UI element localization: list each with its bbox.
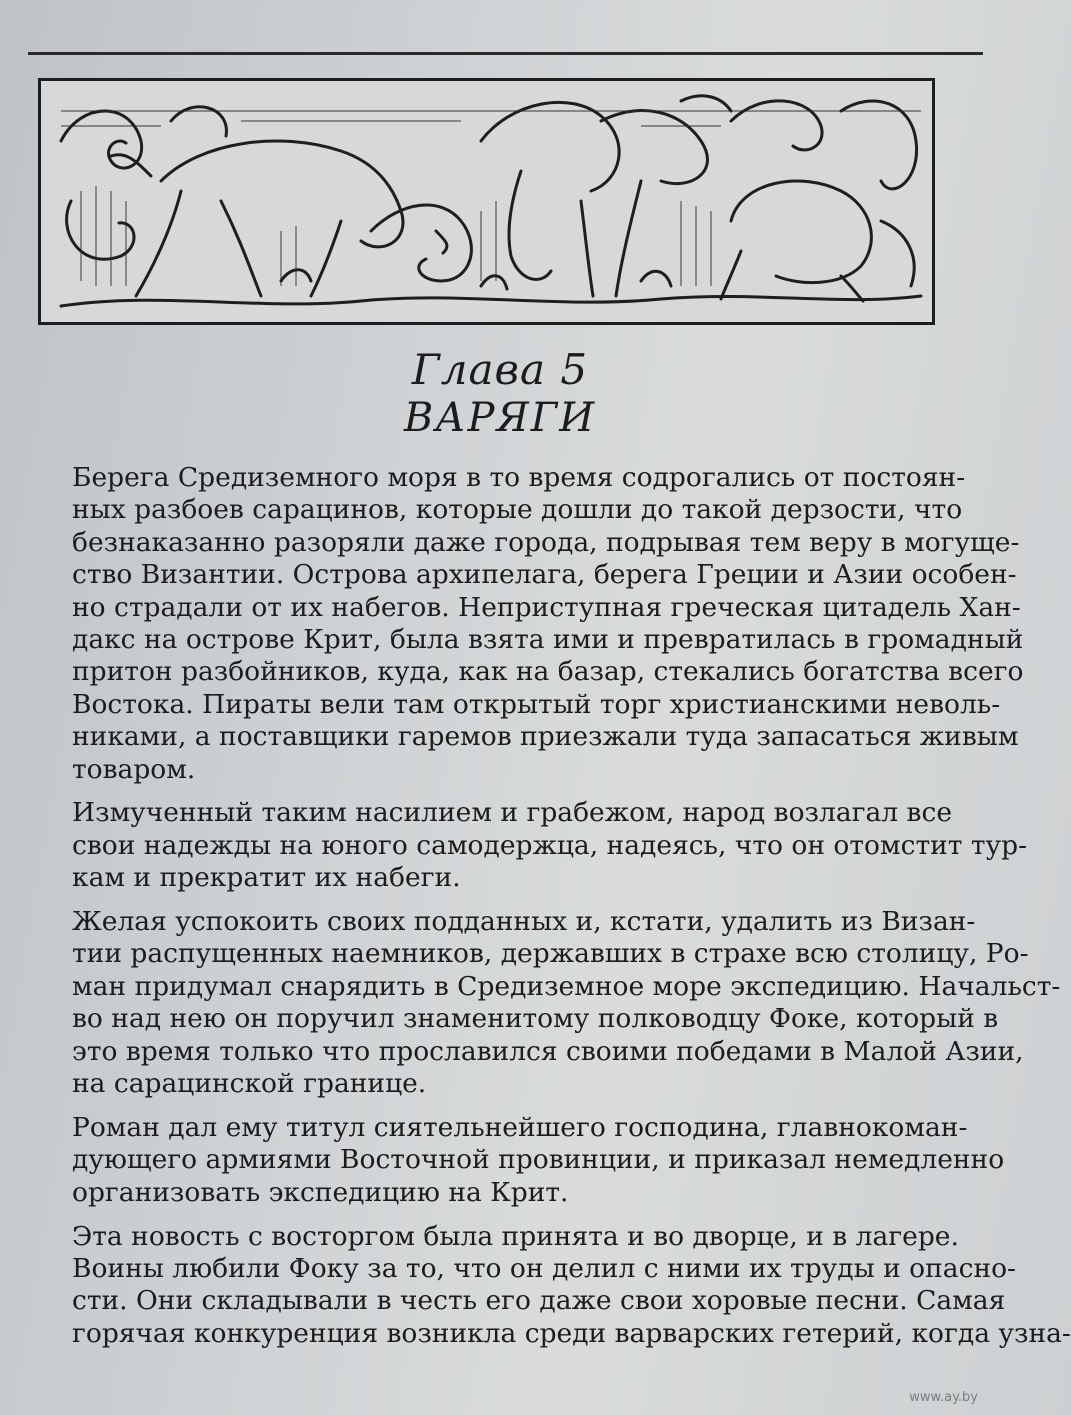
text-line: это время только что прославился своими победами в Малой Азии, [72,1035,1024,1067]
text-line: свои надежды на юного самодержца, надеясь, что он отомстит тур- [72,829,1028,861]
chapter-vignette-illustration [38,78,935,325]
text-line: Измученный таким насилием и грабежом, народ возлагал все [72,797,952,829]
text-line: ман придумал снарядить в Средиземное море экспедицию. Начальст- [72,970,1061,1002]
text-line: дующего армиями Восточной провинции, и приказал немедленно [72,1144,1005,1176]
text-line: Роман дал ему титул сиятельнейшего господина, главнокоман- [72,1111,968,1143]
text-line: Желая успокоить своих подданных и, кстати, удалить из Визан- [72,906,976,938]
text-line: ных разбоев сарацинов, которые дошли до такой дерзости, что [72,494,963,526]
text-line: горячая конкуренция возникла среди варварских гетерий, когда узна- [72,1317,1071,1349]
text-line: безнаказанно разоряли даже города, подрывая тем веру в могуще- [72,526,1020,558]
text-line: дакс на острове Крит, была взята ими и превратилась в громадный [72,623,1024,655]
text-line: никами, а поставщики гаремов приезжали туда запасаться живым [72,721,1019,753]
text-line: притон разбойников, куда, как на базар, стекались богатства всего [72,656,1024,688]
text-line: организовать экспедицию на Крит. [72,1176,569,1208]
chapter-number: Глава 5 [411,345,589,394]
body-text [72,462,1071,1350]
text-line: во над нею он поручил знаменитому полководцу Фоке, который в [72,1003,999,1035]
text-line: Эта новость с восторгом была принята и во дворце, и в лагере. [72,1220,959,1252]
text-line: тии распущенных наемников, державших в страхе всю столицу, Ро- [72,938,1029,970]
text-line: сти. Они складывали в честь его даже свои хоровые песни. Самая [72,1285,1006,1317]
text-line: кам и прекратит их набеги. [72,862,461,894]
text-line: на сарацинской границе. [72,1068,427,1100]
text-line: Воины любили Фоку за то, что он делил с ними их труды и опасно- [72,1252,1017,1284]
text-line: Востока. Пираты вели там открытый торг христианскими неволь- [72,688,1001,720]
text-line: товаром. [72,753,196,785]
chapter-title: ВАРЯГИ [403,395,597,441]
text-line: Берега Средиземного моря в то время содрогались от постоян- [72,462,966,493]
site-watermark: www.ay.by [909,1390,978,1405]
animal-ornament-drawing [41,81,932,322]
text-line: но страдали от их набегов. Неприступная греческая цитадель Хан- [72,591,1021,623]
text-line: ство Византии. Острова архипелага, берега Греции и Азии особен- [72,559,1017,591]
header-rule [28,52,983,55]
